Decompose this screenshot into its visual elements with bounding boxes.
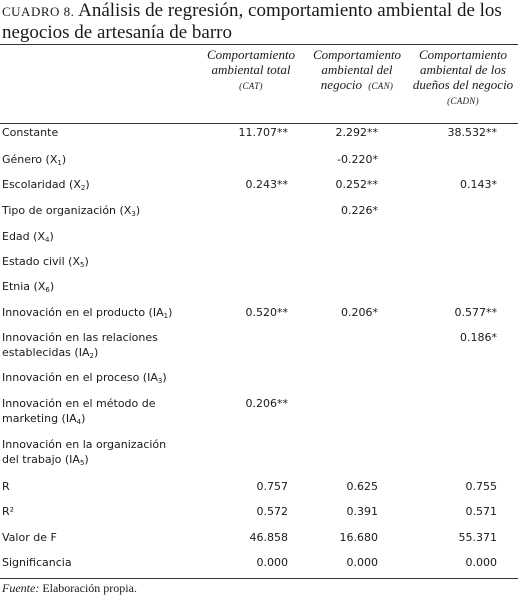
row-label-text: R² <box>2 505 15 518</box>
column-header-line: ambiental de los <box>420 62 506 77</box>
column-abbr: (CADN) <box>447 96 479 106</box>
row-label-text: Innovación en el proceso (IA <box>2 371 158 384</box>
column-header-line: Comportamiento <box>206 47 296 62</box>
value-cell-v2: -0.220* <box>337 153 378 166</box>
value-cell-v3: 55.371 <box>458 531 497 544</box>
row-label-subscript: 6 <box>45 286 50 294</box>
value-cell-v3: 0.143* <box>460 178 497 191</box>
row-label-subscript: 3 <box>131 210 136 218</box>
value-cell-v2: 0.226* <box>341 204 378 217</box>
row-label-tail: ) <box>61 153 67 166</box>
value-cell-v2: 0.391 <box>346 505 378 518</box>
row-label <box>2 530 202 545</box>
row-label-subscript: 4 <box>76 418 82 426</box>
row-label <box>2 229 202 248</box>
row-label-line1: Innovación en la organización <box>2 438 167 451</box>
row-label-subscript: 2 <box>89 352 94 360</box>
value-cell-v1: 0.000 <box>256 556 288 569</box>
value-cell-v1: 0.757 <box>256 480 288 493</box>
value-cell-v2: 0.252** <box>335 178 378 191</box>
row-label-tail: ) <box>168 306 173 319</box>
top-rule <box>0 44 518 45</box>
row-label <box>2 330 202 364</box>
row-label <box>2 437 202 471</box>
value-cell-v1: 0.206** <box>245 397 288 410</box>
row-label-subscript: 5 <box>79 459 85 467</box>
row-label-text: Constante <box>2 126 59 139</box>
row-label-tail: ) <box>84 453 89 466</box>
row-label-text: Significancia <box>2 556 72 569</box>
row-label-text: Escolaridad (X <box>2 178 81 191</box>
row-label-text: Género (X <box>2 153 58 166</box>
row-label-text: Etnia (X <box>2 280 46 293</box>
column-abbr: (CAT) <box>239 81 263 91</box>
row-label-text: Estado civil (X <box>2 255 80 268</box>
header-rule <box>0 123 518 124</box>
row-label <box>2 279 202 298</box>
row-label-text: Innovación en el producto (IA <box>2 306 164 319</box>
bottom-rule <box>0 578 518 579</box>
row-label-tail: ) <box>49 280 55 293</box>
column-header-cat <box>198 47 304 94</box>
row-label <box>2 504 202 519</box>
value-cell-v3: 0.000 <box>465 556 497 569</box>
row-label-subscript: 1 <box>163 312 169 320</box>
row-label-text: Tipo de organización (X <box>2 204 132 217</box>
row-label <box>2 555 202 570</box>
row-label <box>2 370 202 389</box>
row-label-tail: ) <box>135 204 141 217</box>
row-label-tail: ) <box>93 346 99 359</box>
column-header-line: ambiental total <box>211 62 291 77</box>
value-cell-v1: 0.520** <box>245 306 288 319</box>
value-cell-v3: 38.532** <box>447 126 497 139</box>
source-text: Elaboración propia. <box>39 581 137 595</box>
row-label-subscript: 3 <box>157 377 163 385</box>
table-title-line2: negocios de artesanía de barro <box>2 22 233 43</box>
column-header-line: Comportamiento <box>418 47 508 62</box>
row-label-line1: Innovación en el método de <box>2 397 156 410</box>
row-label-line2: del trabajo (IA <box>2 453 80 466</box>
value-cell-v1: 0.572 <box>256 505 288 518</box>
row-label <box>2 177 202 196</box>
row-label-text: Edad (X <box>2 230 45 243</box>
value-cell-v3: 0.577** <box>454 306 497 319</box>
table-number: CUADRO 8. <box>2 4 75 19</box>
source-label: Fuente: <box>2 581 40 595</box>
row-label-subscript: 4 <box>44 236 50 244</box>
column-header-cadn <box>410 47 516 109</box>
row-label <box>2 479 202 494</box>
row-label-subscript: 2 <box>80 184 86 192</box>
row-label <box>2 254 202 273</box>
column-header-line: Comportamiento <box>312 47 402 62</box>
row-label <box>2 396 202 430</box>
row-label-line2: marketing (IA <box>2 412 77 425</box>
row-label <box>2 152 202 171</box>
row-label-line1: Innovación en las relaciones <box>2 331 158 344</box>
column-header-line: dueños del negocio <box>412 77 514 92</box>
value-cell-v2: 0.000 <box>346 556 378 569</box>
row-label <box>2 305 202 324</box>
value-cell-v3: 0.571 <box>465 505 497 518</box>
value-cell-v3: 0.186* <box>460 331 497 344</box>
value-cell-v2: 2.292** <box>335 126 378 139</box>
column-abbr: (CAN) <box>368 81 394 91</box>
value-cell-v1: 46.858 <box>249 531 288 544</box>
row-label-subscript: 1 <box>57 159 62 167</box>
row-label-tail: ) <box>84 255 89 268</box>
row-label <box>2 125 202 140</box>
column-header-line: negocio <box>320 77 362 92</box>
value-cell-v2: 0.625 <box>346 480 378 493</box>
value-cell-v2: 0.206* <box>341 306 378 319</box>
row-label-tail: ) <box>162 371 167 384</box>
source-note <box>2 581 137 596</box>
value-cell-v2: 16.680 <box>339 531 378 544</box>
value-cell-v1: 11.707** <box>238 126 288 139</box>
row-label <box>2 203 202 222</box>
column-header-line: ambiental del <box>321 62 393 77</box>
column-header-can <box>304 47 410 94</box>
row-label-line2: establecidas (IA <box>2 346 90 359</box>
table-title-line1: Análisis de regresión, comportamiento ambiental de los <box>78 0 502 21</box>
row-label-tail: ) <box>81 412 86 425</box>
row-label-text: R <box>2 480 10 493</box>
value-cell-v1: 0.243** <box>245 178 288 191</box>
row-label-tail: ) <box>49 230 54 243</box>
row-label-text: Valor de F <box>2 531 57 544</box>
value-cell-v3: 0.755 <box>465 480 497 493</box>
table-title <box>2 0 516 43</box>
row-label-tail: ) <box>85 178 90 191</box>
row-label-subscript: 5 <box>80 261 85 269</box>
